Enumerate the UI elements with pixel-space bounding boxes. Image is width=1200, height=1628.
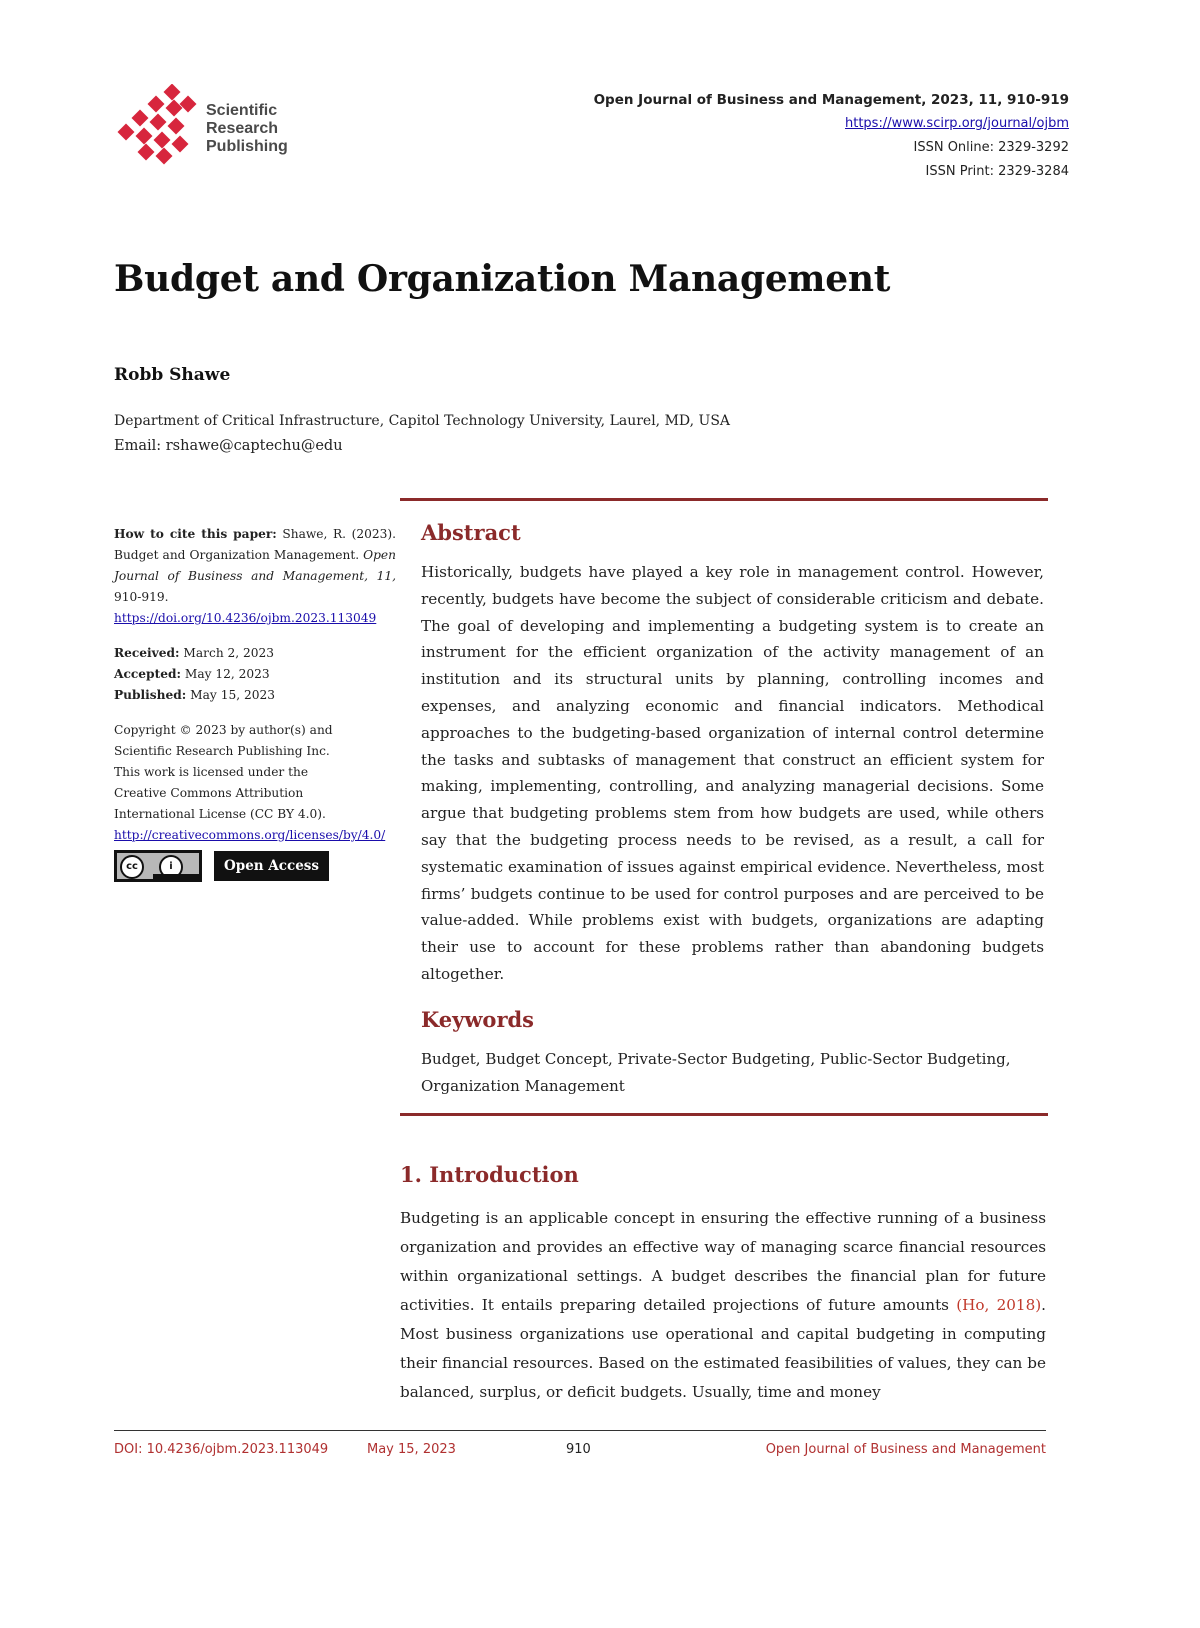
citation-link-ho-2018[interactable]: (Ho, 2018)	[956, 1296, 1042, 1314]
citation-doi-link[interactable]: https://doi.org/10.4236/ojbm.2023.113049	[114, 611, 377, 625]
journal-url-link[interactable]: https://www.scirp.org/journal/ojbm	[845, 116, 1069, 131]
license-link[interactable]: http://creativecommons.org/licenses/by/4.0/	[114, 828, 386, 842]
dates-block	[114, 643, 396, 706]
citation-text: Shawe, R. (2023). Budget and Organization Management.	[114, 527, 396, 562]
publisher-name	[206, 102, 288, 156]
introduction-text-part-1: Budgeting is an applicable concept in ensuring the effective running of a business organization and provides an effective way of managing scarce financial resources within organizational settings. A budget describes the financial plan for future activities. It entails preparing detailed projections of future amounts	[400, 1209, 1046, 1314]
abstract-heading: Abstract	[421, 520, 521, 545]
received-label: Received:	[114, 646, 180, 660]
publisher-name-line-3: Publishing	[206, 138, 288, 155]
published-row	[114, 685, 396, 706]
author-affiliation: Department of Critical Infrastructure, Capitol Technology University, Laurel, MD, USA	[114, 413, 731, 429]
license-badges	[114, 850, 396, 882]
published-date: May 15, 2023	[186, 688, 275, 702]
footer-journal: Open Journal of Business and Management	[765, 1442, 1046, 1457]
article-sidebar	[114, 524, 396, 882]
abstract-text: Historically, budgets have played a key role in management control. However, recently, budgets have become the subject of considerable criticism and debate. The goal of developing and implementing a budgeting system is to create an instrument for the efficient organization of the activity management of an institution and its structural units by planning, controlling incomes and expenses, and analyzing economic and financial indicators. Methodical approaches to the budgeting-based organization of internal control determine the tasks and subtasks of management that construct an efficient system for making, implementing, controlling, and analyzing managerial decisions. Some argue that budgeting problems stem from how budgets are used, while others say that the budgeting process needs to be revised, as a result, a call for systematic examination of issues against empirical evidence. Nevertheless, most firms’ budgets continue to be used for control purposes and are perceived to be value-added. While problems exist with budgets, organizations are adapting their use to account for these problems rather than abandoning budgets altogether.	[421, 563, 1044, 983]
page-number: 910	[566, 1442, 591, 1457]
page-footer	[114, 1438, 1046, 1462]
keywords-text: Budget, Budget Concept, Private-Sector Budgeting, Public-Sector Budgeting, Organization Management	[421, 1050, 1011, 1095]
received-row	[114, 643, 396, 664]
open-access-badge: Open Access	[214, 851, 329, 881]
publisher-name-line-1: Scientific	[206, 102, 278, 119]
accepted-label: Accepted:	[114, 667, 181, 681]
introduction-text	[400, 1204, 1046, 1407]
footer-rule	[114, 1430, 1046, 1431]
copyright-text: Copyright © 2023 by author(s) and Scientific Research Publishing Inc. This work is licensed under the Creative Commons Attribution International License (CC BY 4.0).	[114, 723, 333, 821]
introduction-text-part-2: . Most business organizations use operational and capital budgeting in computing their financial resources. Based on the estimated feasibilities of values, they can be balanced, surplus, or deficit budgets. Usually, time and money	[400, 1296, 1046, 1401]
footer-date: May 15, 2023	[367, 1442, 456, 1457]
journal-info	[594, 88, 1069, 184]
paper-title: Budget and Organization Management	[114, 258, 891, 300]
abstract-bottom-rule	[400, 1113, 1048, 1116]
abstract-top-rule	[400, 498, 1048, 501]
journal-citation-line: Open Journal of Business and Management, 2023, 11, 910-919	[593, 92, 1069, 108]
copyright-block	[114, 720, 396, 846]
accepted-row	[114, 664, 396, 685]
received-date: March 2, 2023	[179, 646, 275, 660]
cc-by-badge[interactable]	[114, 850, 202, 882]
author-name: Robb Shawe	[114, 365, 231, 385]
publisher-logo	[116, 84, 316, 174]
issn-print: ISSN Print: 2329-3284	[925, 164, 1069, 179]
cc-icon: cc	[120, 855, 144, 879]
published-label: Published:	[114, 688, 187, 702]
citation-journal: Open Journal of Business and Management, 11,	[114, 548, 396, 583]
issn-online: ISSN Online: 2329-3292	[913, 140, 1069, 155]
attribution-icon: i	[159, 855, 183, 879]
publisher-name-line-2: Research	[206, 120, 279, 137]
author-email: Email: rshawe@captechu@edu	[114, 438, 343, 454]
accepted-date: May 12, 2023	[180, 667, 270, 681]
introduction-heading: 1. Introduction	[400, 1162, 579, 1187]
keywords-heading: Keywords	[421, 1007, 535, 1032]
publisher-logo-mark	[116, 84, 202, 174]
citation-pages: 910-919.	[114, 590, 169, 604]
citation-label: How to cite this paper:	[114, 527, 277, 541]
footer-doi: DOI: 10.4236/ojbm.2023.113049	[114, 1442, 329, 1457]
citation-block	[114, 524, 396, 629]
